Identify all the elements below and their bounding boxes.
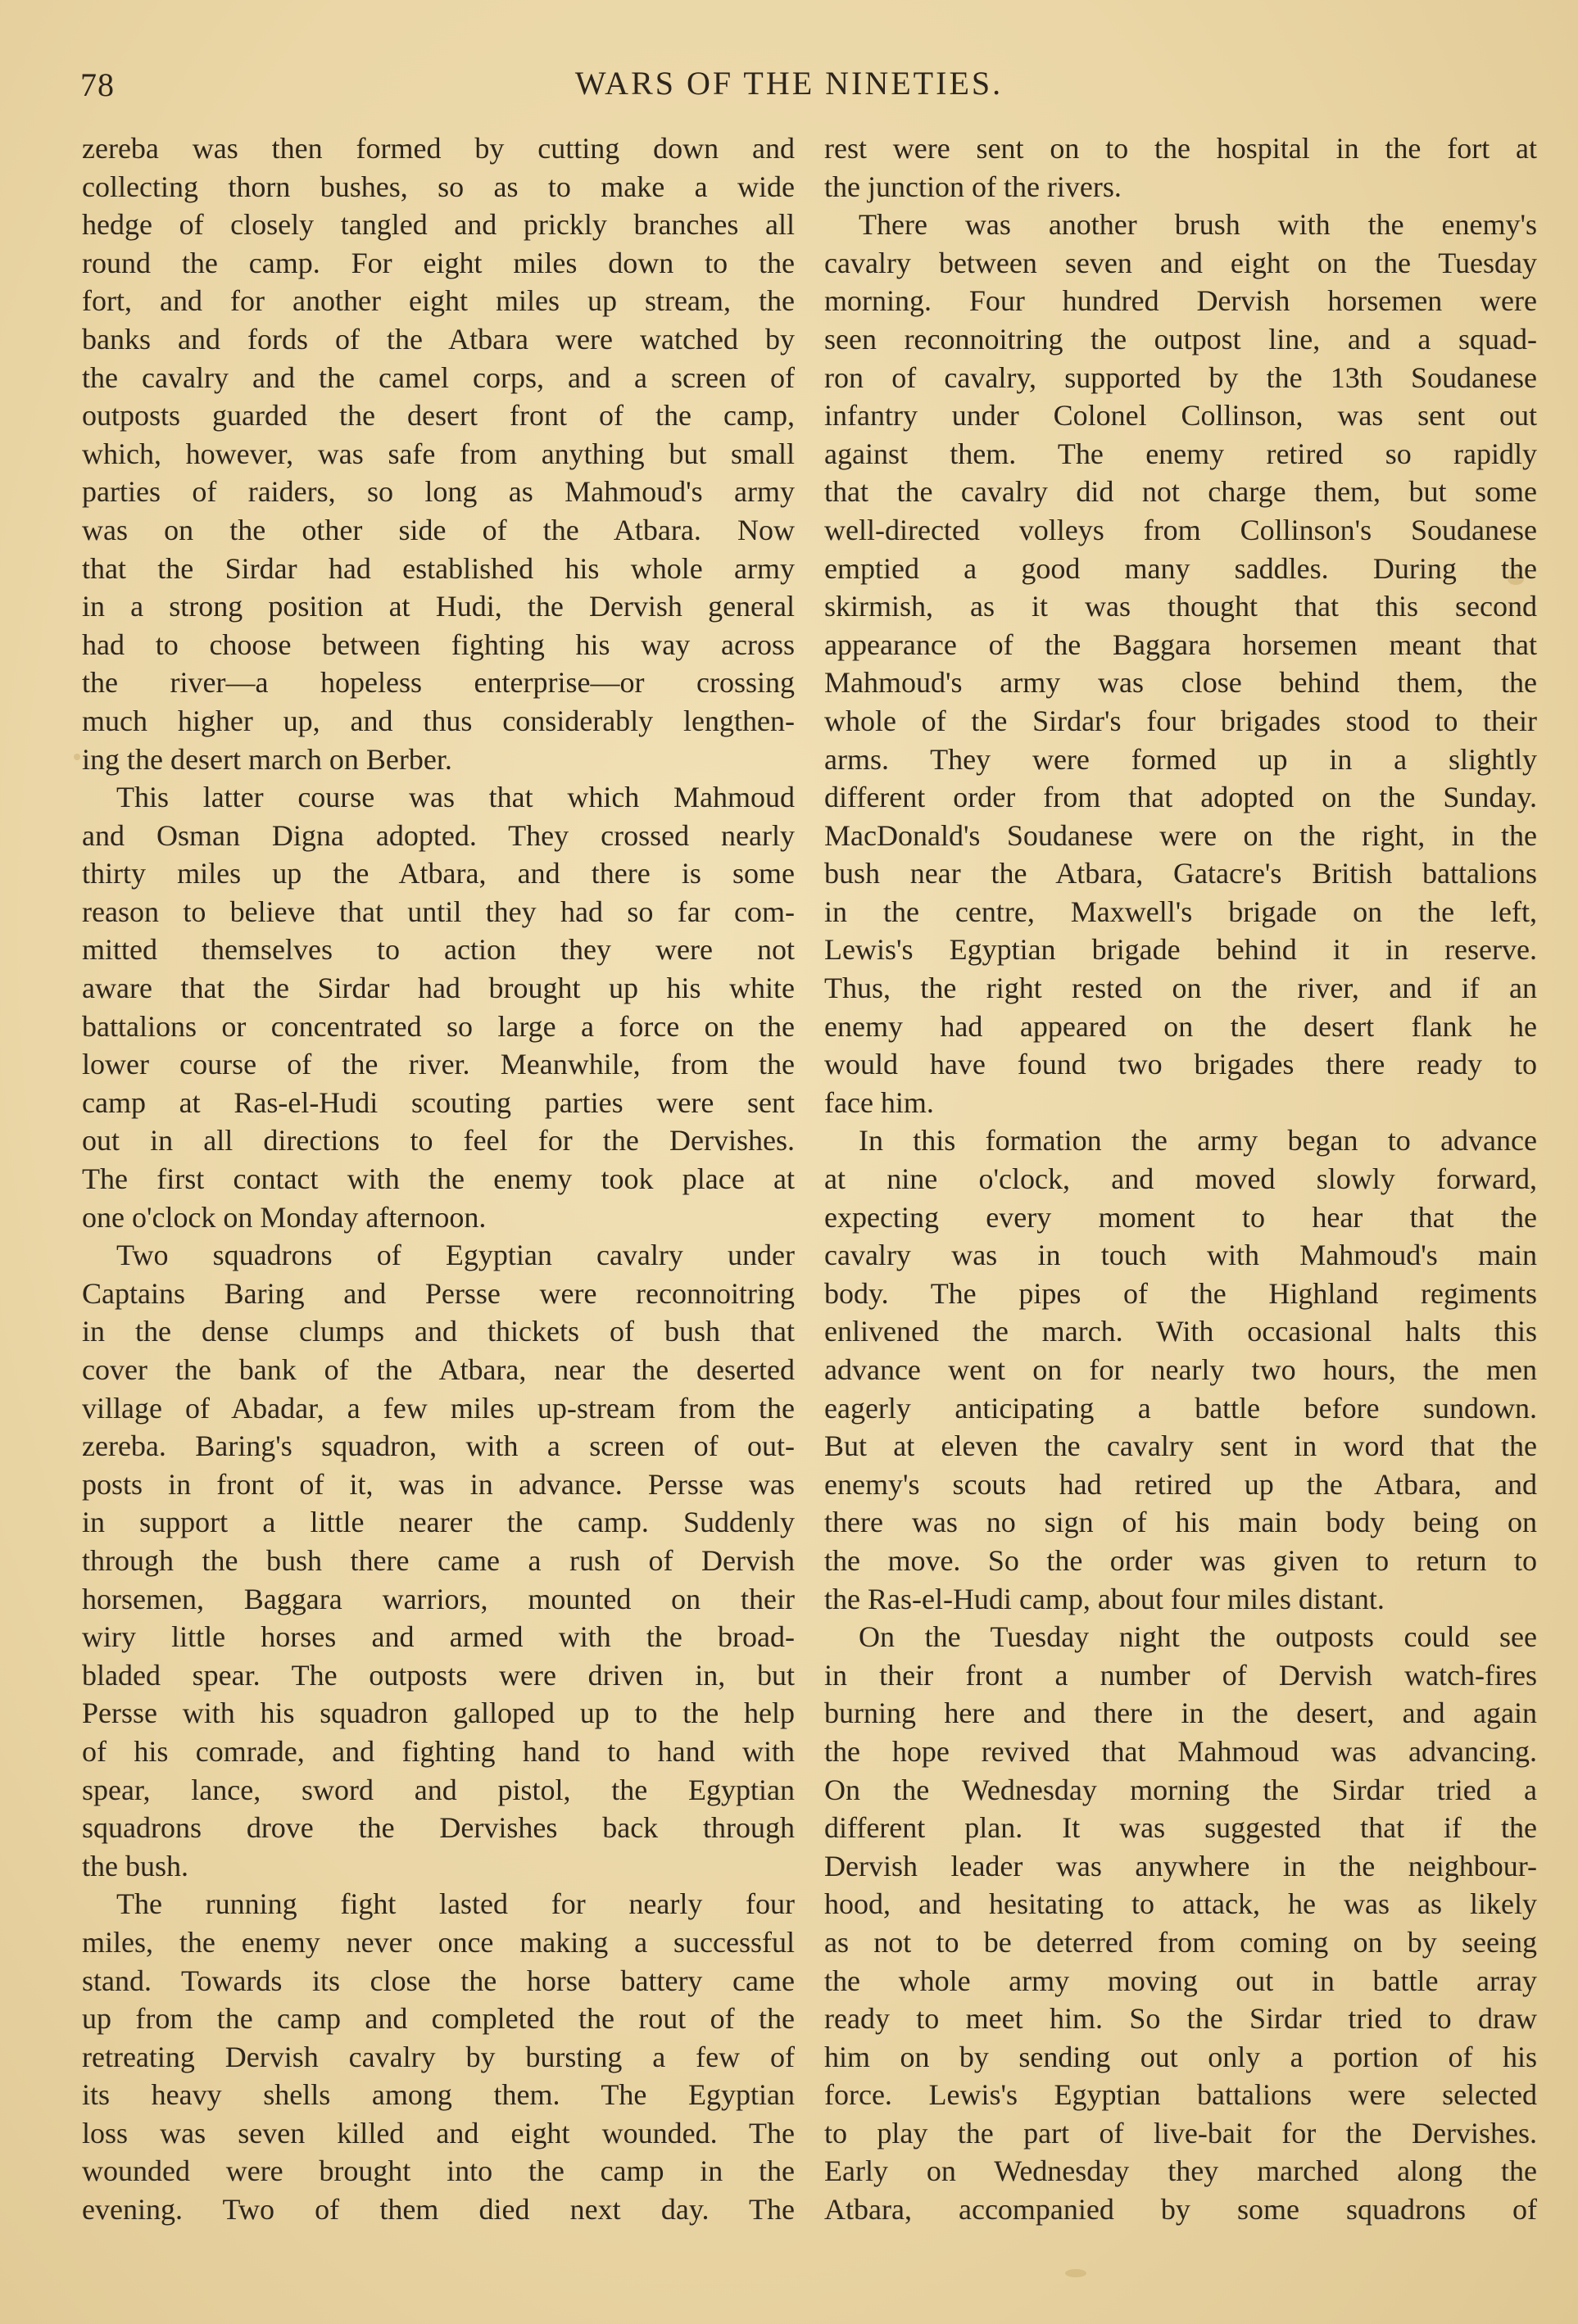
text-line: miles, the enemy never once making a successful — [82, 1925, 795, 1959]
text-line: in a strong position at Hudi, the Dervish general — [82, 590, 795, 623]
text-line: ron of cavalry, supported by the 13th Soudanese — [824, 360, 1537, 394]
text-line: On the Wednesday morning the Sirdar tried a — [824, 1773, 1537, 1806]
text-line: camp at Ras-el-Hudi scouting parties were sent — [82, 1085, 795, 1119]
text-line: squadrons drove the Dervishes back through — [82, 1811, 795, 1845]
text-line: enemy had appeared on the desert flank he — [824, 1009, 1537, 1043]
text-line: would have found two brigades there ready to — [824, 1048, 1537, 1081]
text-line: through the bush there came a rush of Dervish — [82, 1543, 795, 1577]
text-line: cavalry was in touch with Mahmoud's main — [824, 1239, 1537, 1272]
text-line: face him. — [824, 1085, 934, 1119]
text-line: that the Sirdar had established his whole army — [82, 551, 795, 585]
text-line: as not to be deterred from coming on by seeing — [824, 1925, 1537, 1959]
text-line: which, however, was safe from anything but small — [82, 437, 795, 470]
text-line: lower course of the river. Meanwhile, from the — [82, 1048, 795, 1081]
text-line: him on by sending out only a portion of his — [824, 2040, 1537, 2073]
text-line: outposts guarded the desert front of the camp, — [82, 399, 795, 433]
text-line: hedge of closely tangled and prickly branches all — [82, 208, 795, 242]
text-line: enlivened the march. With occasional halts this — [824, 1315, 1537, 1348]
text-line: morning. Four hundred Dervish horsemen were — [824, 284, 1537, 318]
text-line: rest were sent on to the hospital in the fort at — [824, 132, 1537, 165]
text-line: Mahmoud's army was close behind them, the — [824, 666, 1537, 700]
text-line: The running fight lasted for nearly four — [116, 1887, 795, 1921]
text-line: had to choose between fighting his way across — [82, 627, 795, 661]
text-line: thirty miles up the Atbara, and there is some — [82, 857, 795, 890]
text-line: arms. They were formed up in a slightly — [824, 742, 1537, 776]
text-line: of his comrade, and fighting hand to hand with — [82, 1734, 795, 1768]
text-line: the whole army moving out in battle array — [824, 1964, 1537, 1997]
text-line: body. The pipes of the Highland regiments — [824, 1276, 1537, 1310]
paper-stain — [74, 754, 80, 760]
text-line: ready to meet him. So the Sirdar tried to draw — [824, 2002, 1537, 2036]
text-line: cavalry between seven and eight on the Tuesday — [824, 246, 1537, 279]
text-line: village of Abadar, a few miles up-stream from the — [82, 1391, 795, 1425]
paper-stain — [1065, 2269, 1086, 2277]
text-line: Thus, the right rested on the river, and if an — [824, 972, 1537, 1005]
text-line: cover the bank of the Atbara, near the deserted — [82, 1353, 795, 1386]
text-line: the Ras-el-Hudi camp, about four miles distant. — [824, 1582, 1385, 1615]
text-line: wounded were brought into the camp in the — [82, 2154, 795, 2188]
text-line: seen reconnoitring the outpost line, and a squad- — [824, 322, 1537, 356]
text-line: its heavy shells among them. The Egyptian — [82, 2078, 795, 2112]
text-line: infantry under Colonel Collinson, was sent out — [824, 399, 1537, 433]
text-line: and Osman Digna adopted. They crossed nearly — [82, 818, 795, 852]
text-line: In this formation the army began to advance — [859, 1124, 1537, 1157]
text-line: retreating Dervish cavalry by bursting a few of — [82, 2040, 795, 2073]
text-line: This latter course was that which Mahmoud — [116, 781, 795, 814]
text-line: force. Lewis's Egyptian battalions were selected — [824, 2078, 1537, 2112]
text-line: horsemen, Baggara warriors, mounted on their — [82, 1582, 795, 1615]
text-line: reason to believe that until they had so far com- — [82, 895, 795, 928]
text-line: zereba was then formed by cutting down and — [82, 132, 795, 165]
text-line: Lewis's Egyptian brigade behind it in reserve. — [824, 933, 1537, 967]
text-line: enemy's scouts had retired up the Atbara, and — [824, 1467, 1537, 1501]
text-line: battalions or concentrated so large a force on the — [82, 1009, 795, 1043]
page-number: 78 — [80, 66, 115, 103]
text-line: one o'clock on Monday afternoon. — [82, 1200, 487, 1234]
text-line: hood, and hesitating to attack, he was as likely — [824, 1887, 1537, 1921]
text-line: round the camp. For eight miles down to the — [82, 246, 795, 279]
left-column — [82, 129, 795, 2229]
text-line: aware that the Sirdar had brought up his white — [82, 972, 795, 1005]
text-line: MacDonald's Soudanese were on the right, in the — [824, 818, 1537, 852]
text-line: the junction of the rivers. — [824, 170, 1122, 203]
text-line: to play the part of live-bait for the Dervishes. — [824, 2116, 1537, 2150]
text-line: But at eleven the cavalry sent in word that the — [824, 1429, 1537, 1463]
text-line: wiry little horses and armed with the broad- — [82, 1620, 795, 1654]
text-line: there was no sign of his main body being on — [824, 1506, 1537, 1539]
text-line: different plan. It was suggested that if the — [824, 1811, 1537, 1845]
text-line: parties of raiders, so long as Mahmoud's army — [82, 475, 795, 509]
text-line: in their front a number of Dervish watch-fires — [824, 1658, 1537, 1692]
text-line: the river—a hopeless enterprise—or crossing — [82, 666, 795, 700]
text-line: in the centre, Maxwell's brigade on the left, — [824, 895, 1537, 928]
text-line: stand. Towards its close the horse battery came — [82, 1964, 795, 1997]
text-line: collecting thorn bushes, so as to make a wide — [82, 170, 795, 203]
text-line: up from the camp and completed the rout of the — [82, 2002, 795, 2036]
text-line: advance went on for nearly two hours, the men — [824, 1353, 1537, 1386]
right-column — [824, 129, 1537, 2229]
text-line: bladed spear. The outposts were driven in, but — [82, 1658, 795, 1692]
text-line: The first contact with the enemy took place at — [82, 1162, 795, 1196]
text-line: On the Tuesday night the outposts could see — [859, 1620, 1537, 1654]
text-line: the move. So the order was given to return to — [824, 1543, 1537, 1577]
text-line: whole of the Sirdar's four brigades stood to their — [824, 704, 1537, 737]
text-line: skirmish, as it was thought that this second — [824, 590, 1537, 623]
text-line: There was another brush with the enemy's — [859, 208, 1537, 242]
text-line: Dervish leader was anywhere in the neighbour- — [824, 1849, 1537, 1882]
text-line: Two squadrons of Egyptian cavalry under — [116, 1239, 795, 1272]
text-line: well-directed volleys from Collinson's Soudanese — [824, 513, 1537, 546]
text-line: the bush. — [82, 1849, 188, 1882]
text-line: Early on Wednesday they marched along the — [824, 2154, 1537, 2188]
text-line: evening. Two of them died next day. The — [82, 2193, 795, 2227]
text-line: burning here and there in the desert, and again — [824, 1697, 1537, 1730]
text-line: fort, and for another eight miles up stream, the — [82, 284, 795, 318]
text-line: much higher up, and thus considerably lengthen- — [82, 704, 795, 737]
text-line: that the cavalry did not charge them, but some — [824, 475, 1537, 509]
text-line: Atbara, accompanied by some squadrons of — [824, 2193, 1537, 2227]
text-line: loss was seven killed and eight wounded. The — [82, 2116, 795, 2150]
text-line: was on the other side of the Atbara. Now — [82, 513, 795, 546]
text-line: zereba. Baring's squadron, with a screen of out- — [82, 1429, 795, 1463]
text-line: banks and fords of the Atbara were watched by — [82, 322, 795, 356]
text-line: against them. The enemy retired so rapidly — [824, 437, 1537, 470]
text-line: bush near the Atbara, Gatacre's British battalions — [824, 857, 1537, 890]
text-line: ing the desert march on Berber. — [82, 742, 452, 776]
text-line: different order from that adopted on the Sunday. — [824, 781, 1537, 814]
text-line: at nine o'clock, and moved slowly forward, — [824, 1162, 1537, 1196]
text-line: emptied a good many saddles. During the — [824, 551, 1537, 585]
text-line: appearance of the Baggara horsemen meant that — [824, 627, 1537, 661]
text-line: the cavalry and the camel corps, and a screen of — [82, 360, 795, 394]
text-line: out in all directions to feel for the Dervishes. — [82, 1124, 795, 1157]
text-line: expecting every moment to hear that the — [824, 1200, 1537, 1234]
text-line: the hope revived that Mahmoud was advancing. — [824, 1734, 1537, 1768]
text-line: posts in front of it, was in advance. Persse was — [82, 1467, 795, 1501]
text-line: spear, lance, sword and pistol, the Egyptian — [82, 1773, 795, 1806]
text-line: in the dense clumps and thickets of bush that — [82, 1315, 795, 1348]
text-line: Persse with his squadron galloped up to the help — [82, 1697, 795, 1730]
text-line: Captains Baring and Persse were reconnoitring — [82, 1276, 795, 1310]
running-title: WARS OF THE NINETIES. — [574, 65, 1004, 102]
text-line: mitted themselves to action they were not — [82, 933, 795, 967]
text-line: eagerly anticipating a battle before sundown. — [824, 1391, 1537, 1425]
text-line: in support a little nearer the camp. Suddenly — [82, 1506, 795, 1539]
